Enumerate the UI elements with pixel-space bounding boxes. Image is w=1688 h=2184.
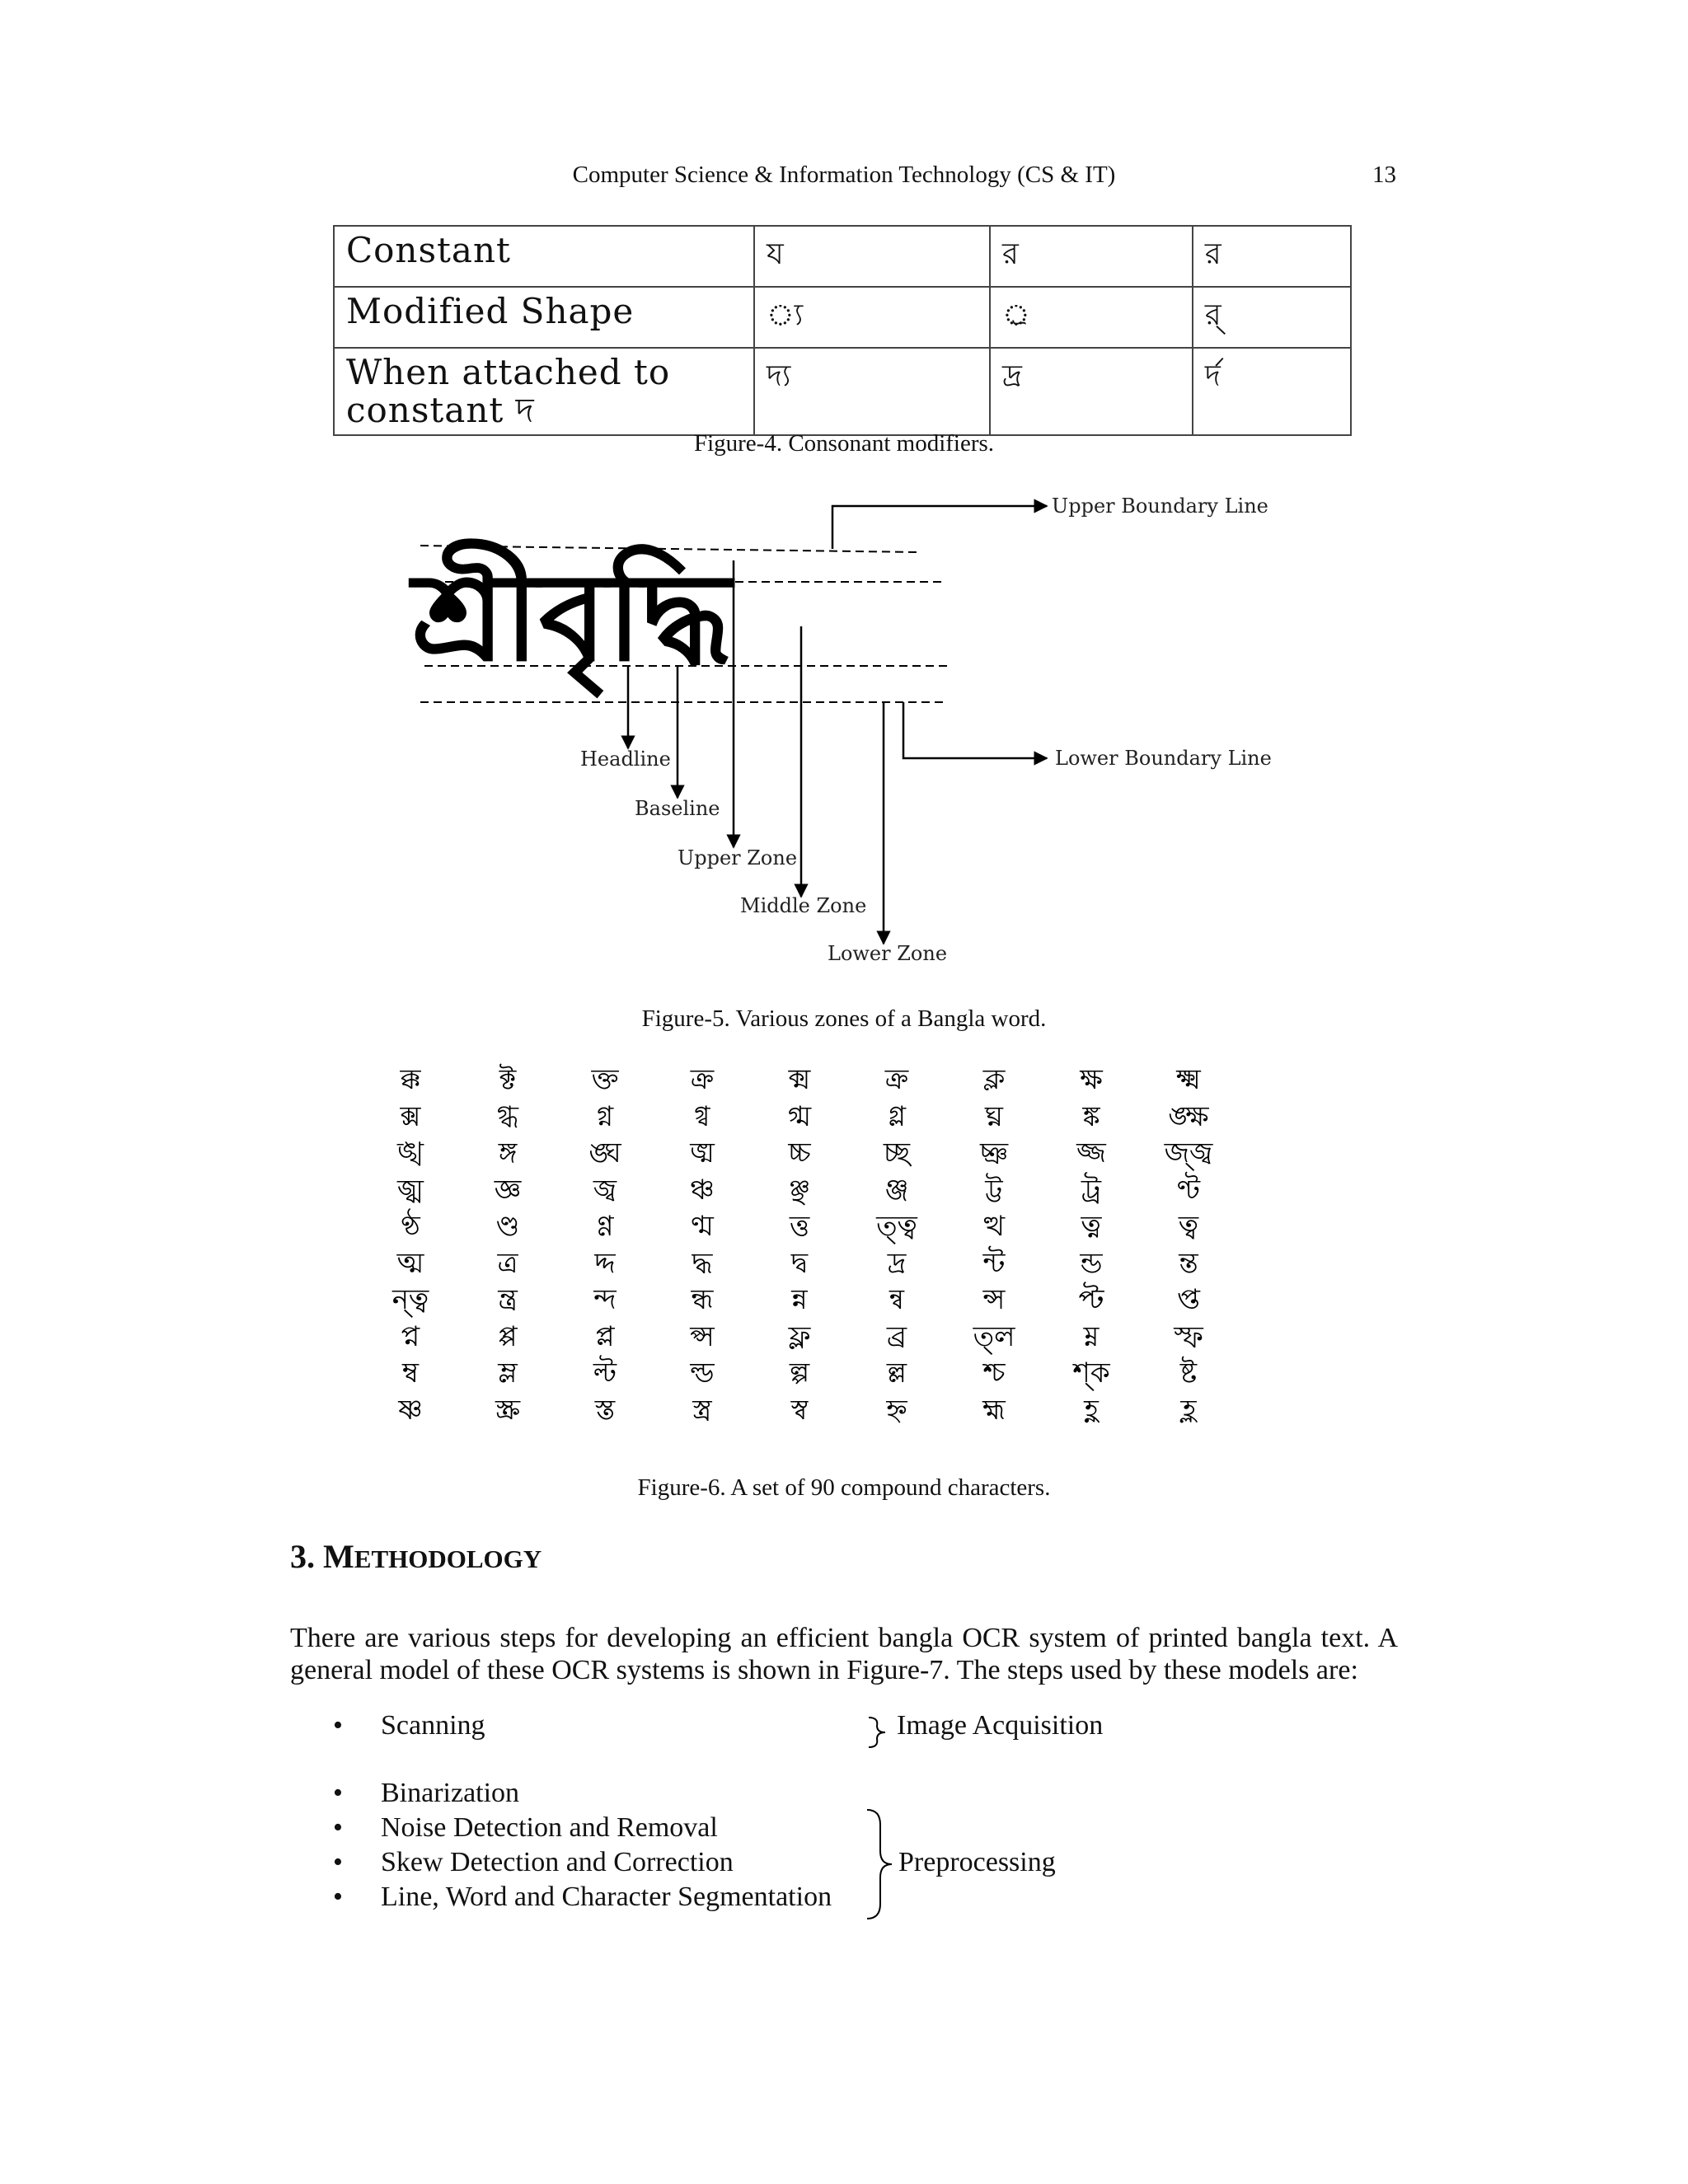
middle-zone-label: Middle Zone [740, 894, 867, 917]
bangla-zones-diagram [0, 486, 1688, 981]
table-cell: দ্য [754, 348, 990, 435]
compound-character: ত্ল [973, 1319, 1015, 1353]
list-item: Line, Word and Character Segmentation [381, 1882, 832, 1912]
compound-character: চ্ঞ [979, 1137, 1009, 1169]
compound-character: ঙ্ম [690, 1137, 715, 1169]
compound-character: গ্ল [887, 1099, 907, 1133]
compound-character: ণ্ঠ [401, 1210, 420, 1243]
compound-character: হ্ম [982, 1393, 1006, 1427]
compound-character: চ্ছ [883, 1137, 911, 1169]
compound-character: জ্জ [1076, 1137, 1106, 1169]
acquisition-brace [864, 1714, 889, 1750]
compound-character: ক্ল [982, 1063, 1006, 1096]
section-number: 3. [290, 1538, 323, 1575]
bullet: • [333, 1847, 343, 1877]
compound-character: ল্ড [690, 1357, 715, 1390]
compound-character-grid [369, 1063, 1292, 1442]
consonant-modifier-table [333, 225, 1352, 436]
lower-boundary-label: Lower Boundary Line [1055, 747, 1272, 770]
compound-character: ত্থ [982, 1210, 1006, 1243]
compound-character: ল্ল [886, 1357, 907, 1390]
table-cell: র [990, 226, 1193, 287]
table-cell: ্য [754, 287, 990, 348]
row-label: Constant [334, 226, 754, 287]
list-item: Noise Detection and Removal [381, 1812, 718, 1843]
lower-zone-label: Lower Zone [828, 942, 948, 965]
bangla-word: শ্রীবৃদ্ধি [412, 546, 732, 688]
compound-character: ঘ্ন [985, 1099, 1003, 1133]
compound-character: প্ল [595, 1319, 615, 1353]
compound-character: প্ট [1078, 1283, 1104, 1316]
compound-character: ত্ন [1081, 1210, 1102, 1243]
compound-character: ঙ্ঘ [588, 1137, 621, 1169]
compound-character: হ্ন [886, 1393, 907, 1427]
compound-character: স্ব [790, 1393, 809, 1427]
compound-character: ক্ট [499, 1063, 517, 1096]
compound-character: ষ্ণ [398, 1393, 423, 1427]
compound-character: জ্ঝ [397, 1173, 424, 1207]
section-heading [290, 1537, 542, 1576]
section-title-initial: M [323, 1538, 354, 1575]
upper-boundary-label: Upper Boundary Line [1052, 494, 1268, 518]
compound-character: ক্ক [400, 1063, 421, 1096]
list-item: Skew Detection and Correction [381, 1847, 734, 1877]
list-item: Scanning [381, 1710, 485, 1741]
table-row [334, 226, 1351, 287]
upper-zone-label: Upper Zone [678, 846, 798, 869]
figure-5-caption: Figure-5. Various zones of a Bangla word. [641, 1005, 1047, 1032]
compound-character: প্প [498, 1319, 518, 1353]
compound-character: হ্ল [1180, 1393, 1197, 1427]
compound-character: ক্স [400, 1099, 421, 1133]
table-cell: র [1193, 226, 1351, 287]
compound-character: ষ্ট [1179, 1357, 1198, 1390]
bullet: • [333, 1778, 343, 1808]
preprocessing-label: Preprocessing [898, 1847, 1056, 1877]
compound-character: ক্র [690, 1063, 715, 1096]
compound-character: জ্ঞ [494, 1173, 522, 1207]
table-cell: দ্র [990, 348, 1193, 435]
compound-character: ল্ট [593, 1357, 617, 1390]
compound-character: ণ্ম [691, 1210, 714, 1243]
compound-character: জ্জ্ব [1164, 1137, 1213, 1169]
compound-character: ন্ন [791, 1283, 808, 1316]
compound-character: ক্ষ [1080, 1063, 1103, 1096]
compound-character: গ্ধ [497, 1099, 518, 1133]
compound-character: গ্ম [787, 1099, 812, 1133]
table-cell: র্দ [1193, 348, 1351, 435]
compound-character: হ্ণ [1084, 1393, 1099, 1427]
compound-character: ত্ত [789, 1210, 810, 1243]
compound-character: শ্ক [1072, 1357, 1110, 1390]
compound-character: ণ্ণ [596, 1210, 614, 1243]
compound-character: ফ্ল [788, 1319, 811, 1353]
compound-character: ক্ষ্ম [1176, 1063, 1201, 1096]
compound-character: ট্ট [985, 1173, 1003, 1207]
compound-character: ট্র [1081, 1173, 1102, 1207]
upper-boundary-arrow [832, 506, 1047, 549]
methodology-paragraph: There are various steps for developing an efficient bangla OCR system of printed bangla text. A general model of these OCR systems is shown in Figure-7. The steps used by these models are: [290, 1623, 1398, 1685]
compound-character: দ্দ [594, 1246, 616, 1280]
compound-character: স্ত্র [692, 1393, 712, 1427]
figure-4-caption: Figure-4. Consonant modifiers. [693, 430, 995, 457]
compound-character: দ্ধ [692, 1246, 713, 1280]
compound-character: ন্ব [889, 1283, 905, 1316]
figure-6-caption: Figure-6. A set of 90 compound characters. [637, 1474, 1051, 1501]
compound-character: ক্ত [591, 1063, 619, 1096]
compound-character: ত্র [497, 1246, 518, 1280]
compound-character: দ্র [887, 1246, 907, 1280]
compound-character: ত্ত্ব [876, 1210, 917, 1243]
compound-character: ম্ব [401, 1357, 420, 1390]
page-number: 13 [1372, 162, 1396, 188]
lower-boundary-arrow [903, 702, 1047, 758]
compound-character: গ্ন [596, 1099, 614, 1133]
bullet: • [333, 1882, 343, 1912]
compound-character: ণ্ড [495, 1210, 520, 1243]
compound-character: ক্ম [788, 1063, 811, 1096]
baseline-label: Baseline [635, 797, 720, 820]
compound-character: দ্ব [790, 1246, 809, 1280]
table-row [334, 348, 1351, 435]
compound-character: ঙ্খ [396, 1137, 424, 1169]
compound-character: প্স [690, 1319, 715, 1353]
headline-label: Headline [580, 748, 671, 771]
compound-character: জ্ব [593, 1173, 617, 1207]
bullet: • [333, 1812, 343, 1843]
compound-character: ন্ধ [691, 1283, 714, 1316]
compound-character: স্ক্র [495, 1393, 521, 1427]
compound-character: ন্ট [982, 1246, 1006, 1280]
compound-character: ঞ্চ [690, 1173, 715, 1207]
compound-character: চ্চ [788, 1137, 811, 1169]
compound-character: ব্র [886, 1319, 907, 1353]
compound-character: ন্স [982, 1283, 1006, 1316]
running-header: Computer Science & Information Technology (CS & IT) [572, 162, 1116, 188]
compound-character: স্ফ [1174, 1319, 1203, 1353]
table-cell: য [754, 226, 990, 287]
compound-character: ন্ত্ব [392, 1283, 429, 1316]
compound-character: ঙ্গ [498, 1137, 518, 1169]
table-cell: ্র [990, 287, 1193, 348]
compound-character: ঙ্ক্ষ [1168, 1099, 1209, 1133]
compound-character: ন্ত [1179, 1246, 1198, 1280]
table-cell: র্ [1193, 287, 1351, 348]
compound-character: শ্চ [982, 1357, 1006, 1390]
compound-character: স্ত [594, 1393, 616, 1427]
compound-character: ম্ল [498, 1357, 518, 1390]
compound-character: ত্ম [396, 1246, 424, 1280]
compound-character: ত্ব [1178, 1210, 1199, 1243]
list-item: Binarization [381, 1778, 520, 1808]
compound-character: ন্দ [593, 1283, 617, 1316]
compound-character: প্ন [401, 1319, 420, 1353]
compound-character: ঞ্জ [884, 1173, 909, 1207]
table-row [334, 287, 1351, 348]
compound-character: ল্প [789, 1357, 810, 1390]
compound-character: ক্র [884, 1063, 909, 1096]
row-label: Modified Shape [334, 287, 754, 348]
preprocessing-brace [864, 1807, 897, 1922]
row-label: When attached to constant দ [334, 348, 754, 435]
compound-character: ঙ্ক [1082, 1099, 1100, 1133]
compound-character: প্ত [1177, 1283, 1200, 1316]
compound-character: ম্ন [1083, 1319, 1100, 1353]
section-title-rest: ETHODOLOGY [354, 1544, 542, 1573]
compound-character: ন্ত্র [498, 1283, 518, 1316]
compound-character: গ্ব [694, 1099, 710, 1133]
bullet: • [333, 1710, 343, 1741]
image-acquisition-label: Image Acquisition [897, 1710, 1104, 1741]
compound-character: ঞ্ছ [789, 1173, 810, 1207]
compound-character: ণ্ট [1176, 1173, 1201, 1207]
compound-character: ন্ড [1080, 1246, 1103, 1280]
